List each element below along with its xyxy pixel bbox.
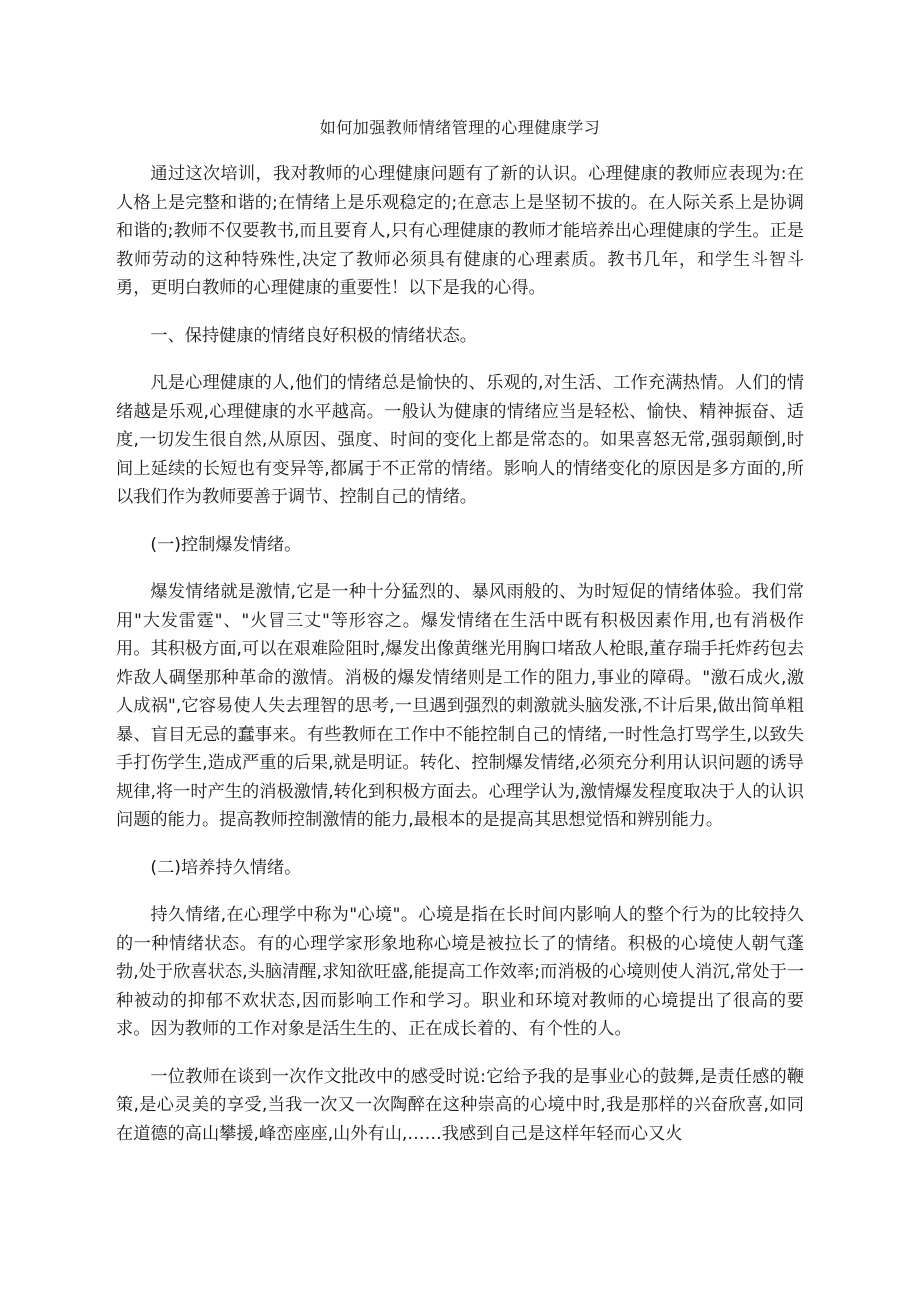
paragraph-outburst-emotion: 爆发情绪就是激情,它是一种十分猛烈的、暴风雨般的、为时短促的情绪体验。我们常用"大发雷霆"、"火冒三丈"等形容之。爆发情绪在生活中既有积极因素作用,也有消极作用。其积极方面,可以在艰难险阻时,爆发出像黄继光用胸口堵敌人枪眼,董存瑞手托炸药包去炸敌人碉堡那种革命的激情。消极的爆发情绪则是工作的阻力,事业的障碍。"激石成火,激人成祸",它容易使人失去理智的思考,一旦遇到强烈的刺激就头脑发涨,不计后果,做出简单粗暴、盲目无忌的蠢事来。有些教师在工作中不能控制自己的情绪,一时性急打骂学生,以致失手打伤学生,造成严重的后果,就是明证。转化、控制爆发情绪,必须充分利用认识问题的诱导规律,将一时产生的消极激情,转化到积极方面去。心理学认为,激情爆发程度取决于人的认识问题的能力。提高教师控制激情的能力,最根本的是提高其思想觉悟和辨别能力。 bbox=[116, 582, 804, 830]
subsection-heading-2: (二)培养持久情绪。 bbox=[150, 857, 302, 878]
paragraph-teacher-story: 一位教师在谈到一次作文批改中的感受时说:它给予我的是事业心的鼓舞,是责任感的鞭策,是心灵美的享受,当我一次又一次陶醉在这种崇高的心境中时,我是那样的兴奋欣喜,如同在道德的高山攀援,峰峦座座,山外有山,……我感到自己是这样年轻而心又火 bbox=[116, 1066, 804, 1144]
paragraph-healthy-emotion: 凡是心理健康的人,他们的情绪总是愉快的、乐观的,对生活、工作充满热情。人们的情绪越是乐观,心理健康的水平越高。一般认为健康的情绪应当是轻松、愉快、精神振奋、适度,一切发生很自然,从原因、强度、时间的变化上都是常态的。如果喜怒无常,强弱颠倒,时间上延续的长短也有变异等,都属于不正常的情绪。影响人的情绪变化的原因是多方面的,所以我们作为教师要善于调节、控制自己的情绪。 bbox=[116, 373, 804, 507]
subsection-heading-1: (一)控制爆发情绪。 bbox=[150, 534, 302, 555]
section-heading-1: 一、保持健康的情绪良好积极的情绪状态。 bbox=[150, 325, 477, 346]
document-title: 如何加强教师情绪管理的心理健康学习 bbox=[319, 118, 601, 137]
document-body bbox=[116, 160, 804, 1167]
paragraph-lasting-emotion: 持久情绪,在心理学中称为"心境"。心境是指在长时间内影响人的整个行为的比较持久的一种情绪状态。有的心理学家形象地称心境是被拉长了的情绪。积极的心境使人朝气蓬勃,处于欣喜状态,头脑清醒,求知欲旺盛,能提高工作效率;而消极的心境则使人消沉,常处于一种被动的抑郁不欢状态,因而影响工作和学习。职业和环境对教师的心境提出了很高的要求。因为教师的工作对象是活生生的、正在成长着的、有个性的人。 bbox=[116, 905, 804, 1039]
paragraph-intro: 通过这次培训，我对教师的心理健康问题有了新的认识。心理健康的教师应表现为:在人格上是完整和谐的;在情绪上是乐观稳定的;在意志上是坚韧不拔的。在人际关系上是协调和谐的;教师不仅要教书,而且要育人,只有心理健康的教师才能培养出心理健康的学生。正是教师劳动的这种特殊性,决定了教师必须具有健康的心理素质。教书几年，和学生斗智斗勇，更明白教师的心理健康的重要性！以下是我的心得。 bbox=[116, 164, 804, 298]
